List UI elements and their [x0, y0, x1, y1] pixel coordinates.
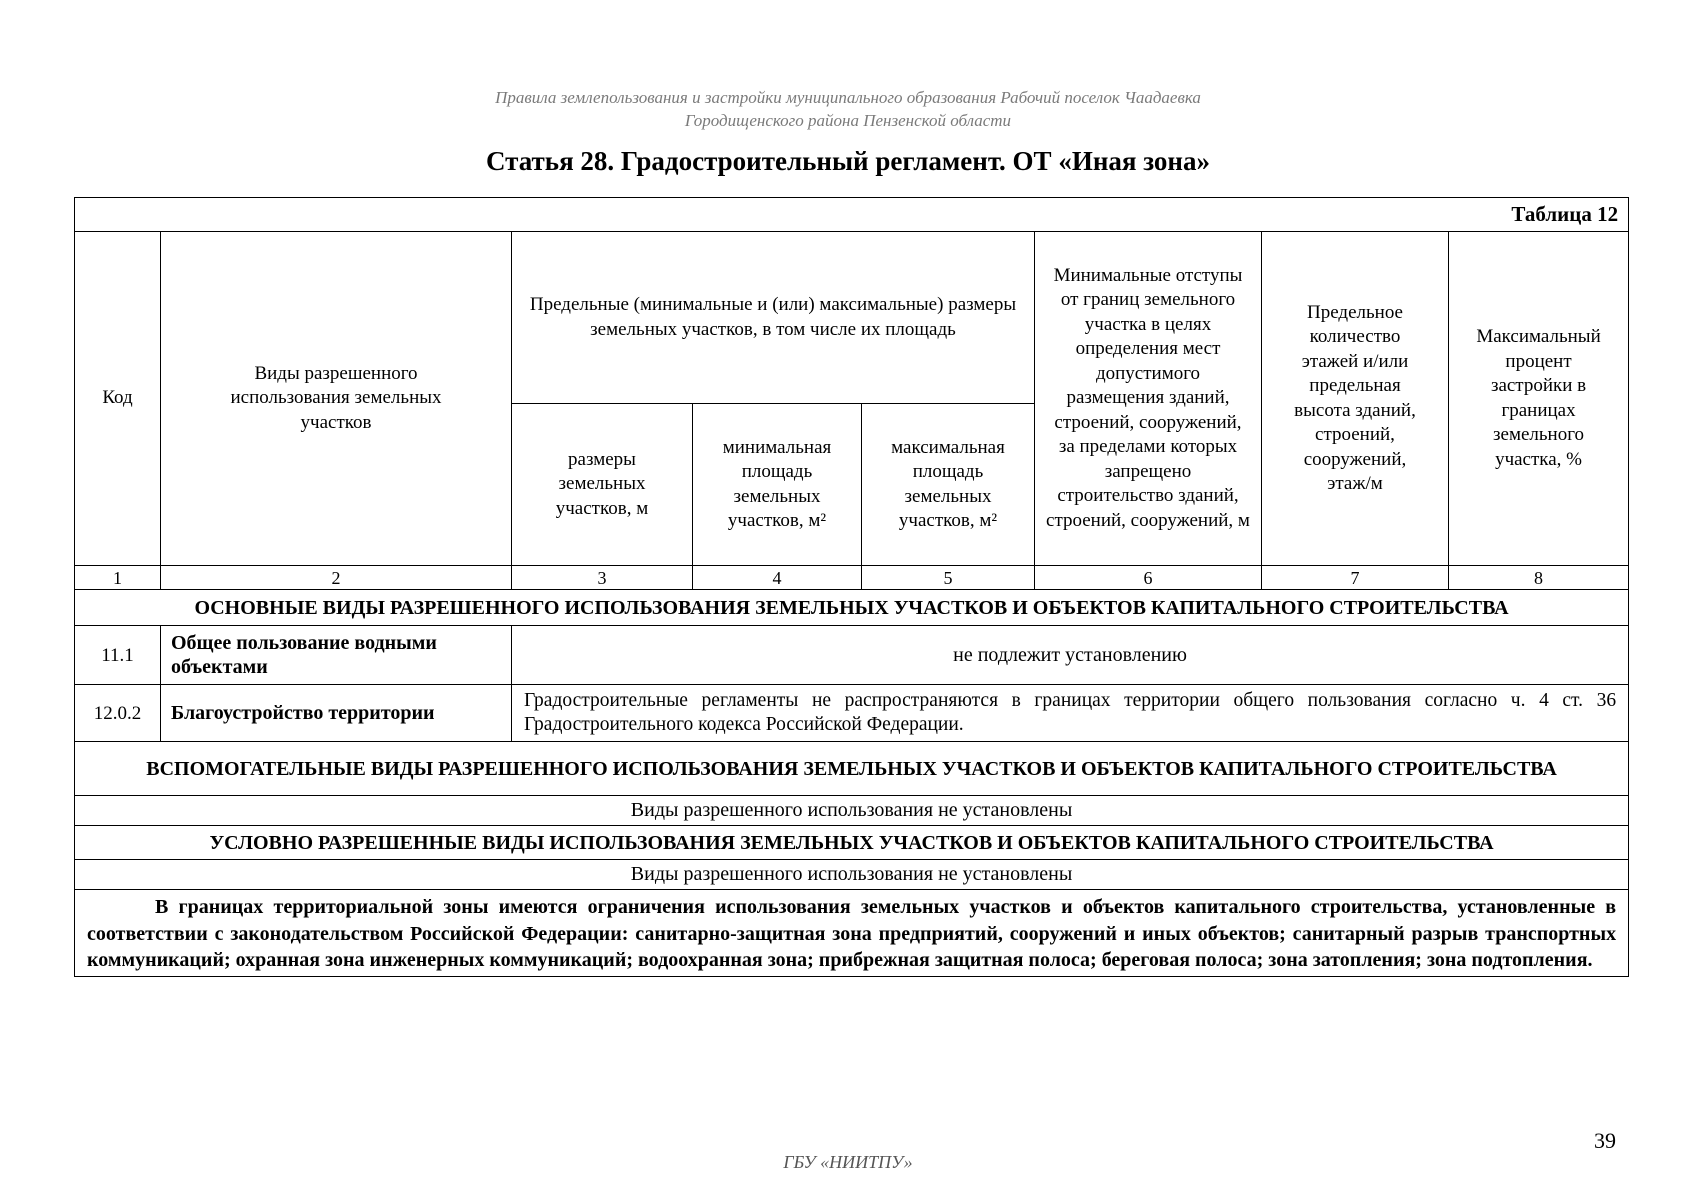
- header-code: Код: [75, 232, 161, 566]
- header-sizes: размеры земельных участков, м: [512, 404, 693, 566]
- column-number: 5: [862, 566, 1035, 590]
- conditional-note: Виды разрешенного использования не установлены: [75, 860, 1629, 890]
- section-conditional-heading: УСЛОВНО РАЗРЕШЕННЫЕ ВИДЫ ИСПОЛЬЗОВАНИЯ ЗЕМЕЛЬНЫХ УЧАСТКОВ И ОБЪЕКТОВ КАПИТАЛЬНОГО СТРОИТЕЛЬСТВА: [75, 826, 1629, 860]
- column-number: 7: [1262, 566, 1449, 590]
- footer: ГБУ «НИИТПУ»: [783, 1152, 913, 1172]
- section-auxiliary-heading: ВСПОМОГАТЕЛЬНЫЕ ВИДЫ РАЗРЕШЕННОГО ИСПОЛЬЗОВАНИЯ ЗЕМЕЛЬНЫХ УЧАСТКОВ И ОБЪЕКТОВ КАПИТАЛЬНОГО СТРОИТЕЛЬСТВА: [75, 742, 1629, 796]
- section-main-heading: ОСНОВНЫЕ ВИДЫ РАЗРЕШЕННОГО ИСПОЛЬЗОВАНИЯ ЗЕМЕЛЬНЫХ УЧАСТКОВ И ОБЪЕКТОВ КАПИТАЛЬНОГО СТРОИТЕЛЬСТВА: [75, 590, 1629, 626]
- row-code: 11.1: [75, 626, 161, 685]
- table-caption: Таблица 12: [75, 198, 1629, 232]
- row-name: Благоустройство территории: [161, 685, 512, 742]
- regulation-table: [74, 197, 1629, 977]
- column-number: 1: [75, 566, 161, 590]
- header-min-area: минимальная площадь земельных участков, м²: [693, 404, 862, 566]
- running-header: [0, 86, 1696, 132]
- header-floors: Предельное количество этажей и/или предельная высота зданий, строений, сооружений, этаж/м: [1262, 232, 1449, 566]
- column-number: 4: [693, 566, 862, 590]
- table-row: [75, 685, 1629, 742]
- header-max-area: максимальная площадь земельных участков, м²: [862, 404, 1035, 566]
- column-number: 2: [161, 566, 512, 590]
- column-numbers-row: [75, 566, 1629, 590]
- column-number: 8: [1449, 566, 1629, 590]
- auxiliary-note: Виды разрешенного использования не установлены: [75, 796, 1629, 826]
- header-coverage: Максимальный процент застройки в границах земельного участка, %: [1449, 232, 1629, 566]
- row-name: Общее пользование водными объектами: [161, 626, 512, 685]
- running-header-line1: Правила землепользования и застройки муниципального образования Рабочий поселок Чаадаевка: [495, 88, 1201, 107]
- row-code: 12.0.2: [75, 685, 161, 742]
- header-limits: Предельные (минимальные и (или) максимальные) размеры земельных участков, в том числе их площадь: [512, 232, 1035, 404]
- header-setbacks: Минимальные отступы от границ земельного участка в целях определения мест допустимого размещения зданий, строений, сооружений, за пределами которых запрещено строительство зданий, строений, сооружений, м: [1035, 232, 1262, 566]
- restrictions-note: В границах территориальной зоны имеются ограничения использования земельных участков и объектов капитального строительства, установленные в соответствии с законодательством Российской Федерации: санитарно-защитная зона предприятий, сооружений и иных объектов; санитарный разрыв транспортных коммуникаций; охранная зона инженерных коммуникаций; водоохранная зона; прибрежная защитная полоса; береговая полоса; зона затопления; зона подтопления.: [75, 890, 1629, 977]
- row-value: не подлежит установлению: [512, 626, 1629, 685]
- column-number: 3: [512, 566, 693, 590]
- header-kinds: Виды разрешенного использования земельных участков: [161, 232, 512, 566]
- row-value: Градостроительные регламенты не распространяются в границах территории общего пользования согласно ч. 4 ст. 36 Градостроительного кодекса Российской Федерации.: [512, 685, 1629, 742]
- running-header-line2: Городищенского района Пензенской области: [684, 111, 1012, 130]
- page-title: Статья 28. Градостроительный регламент. ОТ «Иная зона»: [486, 146, 1210, 176]
- table-row: [75, 626, 1629, 685]
- column-number: 6: [1035, 566, 1262, 590]
- page-number: 39: [1594, 1128, 1616, 1153]
